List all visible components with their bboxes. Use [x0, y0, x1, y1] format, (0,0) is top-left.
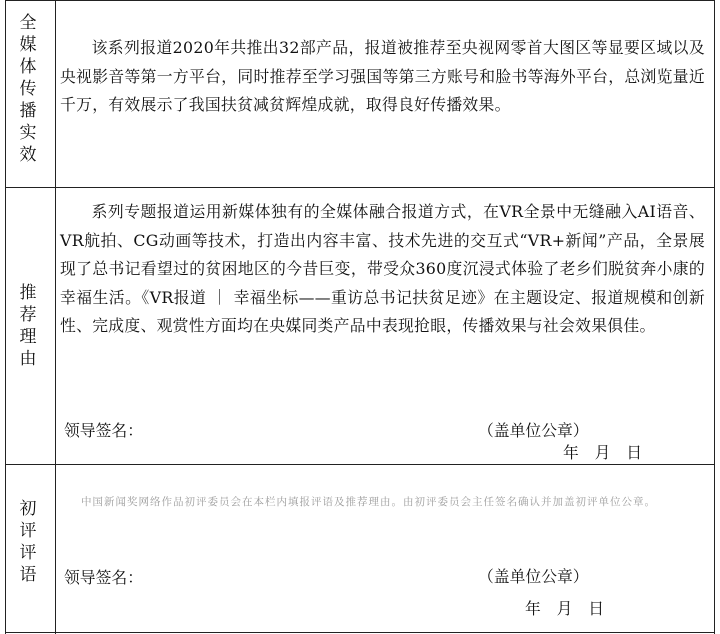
- review-date-label: 年 月 日: [525, 599, 604, 618]
- reason-seal-label: （盖单位公章）: [478, 421, 589, 440]
- border-bottom: [5, 632, 715, 633]
- border-right: [714, 0, 715, 634]
- review-label: 初 评 评 语: [19, 499, 37, 585]
- row-divider-1: [5, 187, 715, 188]
- row-divider-2: [5, 464, 715, 465]
- column-divider: [55, 0, 56, 634]
- review-seal-label: （盖单位公章）: [478, 567, 589, 586]
- reason-date-label: 年 月 日: [563, 443, 642, 462]
- effect-label: 全 媒 体 传 播 实 效: [19, 13, 37, 165]
- reason-signature-label: 领导签名：: [64, 421, 143, 440]
- reason-text: 系列专题报道运用新媒体独有的全媒体融合报道方式，在VR全景中无缝融入AI语音、VR航拍、CG动画等技术，打造出内容丰富、技术先进的交互式“VR+新闻”产品，全景展现了总书记看望过的贫困地区的今昔巨变，带受众360度沉浸式体验了老乡们脱贫奔小康的幸福生活。《VR报道 ｜ 幸福坐标——重访总书记扶贫足迹》在主题设定、报道规模和创新性、完成度、观赏性方面均在央媒同类产品中表现抢眼，传播效果与社会效果俱佳。: [60, 202, 705, 335]
- reason-label: 推 荐 理 由: [19, 283, 37, 369]
- border-top: [5, 0, 715, 1]
- effect-text: 该系列报道2020年共推出32部产品，报道被推荐至央视网零首大图区等显要区域以及央视影音等第一方平台，同时推荐至学习强国等第三方账号和脸书等海外平台，总浏览量近千万，有效展示了我国扶贫减贫辉煌成就，取得良好传播效果。: [60, 38, 705, 114]
- review-signature-label: 领导签名：: [64, 568, 143, 587]
- border-left: [5, 0, 6, 634]
- review-instruction-note: 中国新闻奖网络作品初评委员会在本栏内填报评语及推荐理由。由初评委员会主任签名确认并加盖初评单位公章。: [81, 496, 656, 508]
